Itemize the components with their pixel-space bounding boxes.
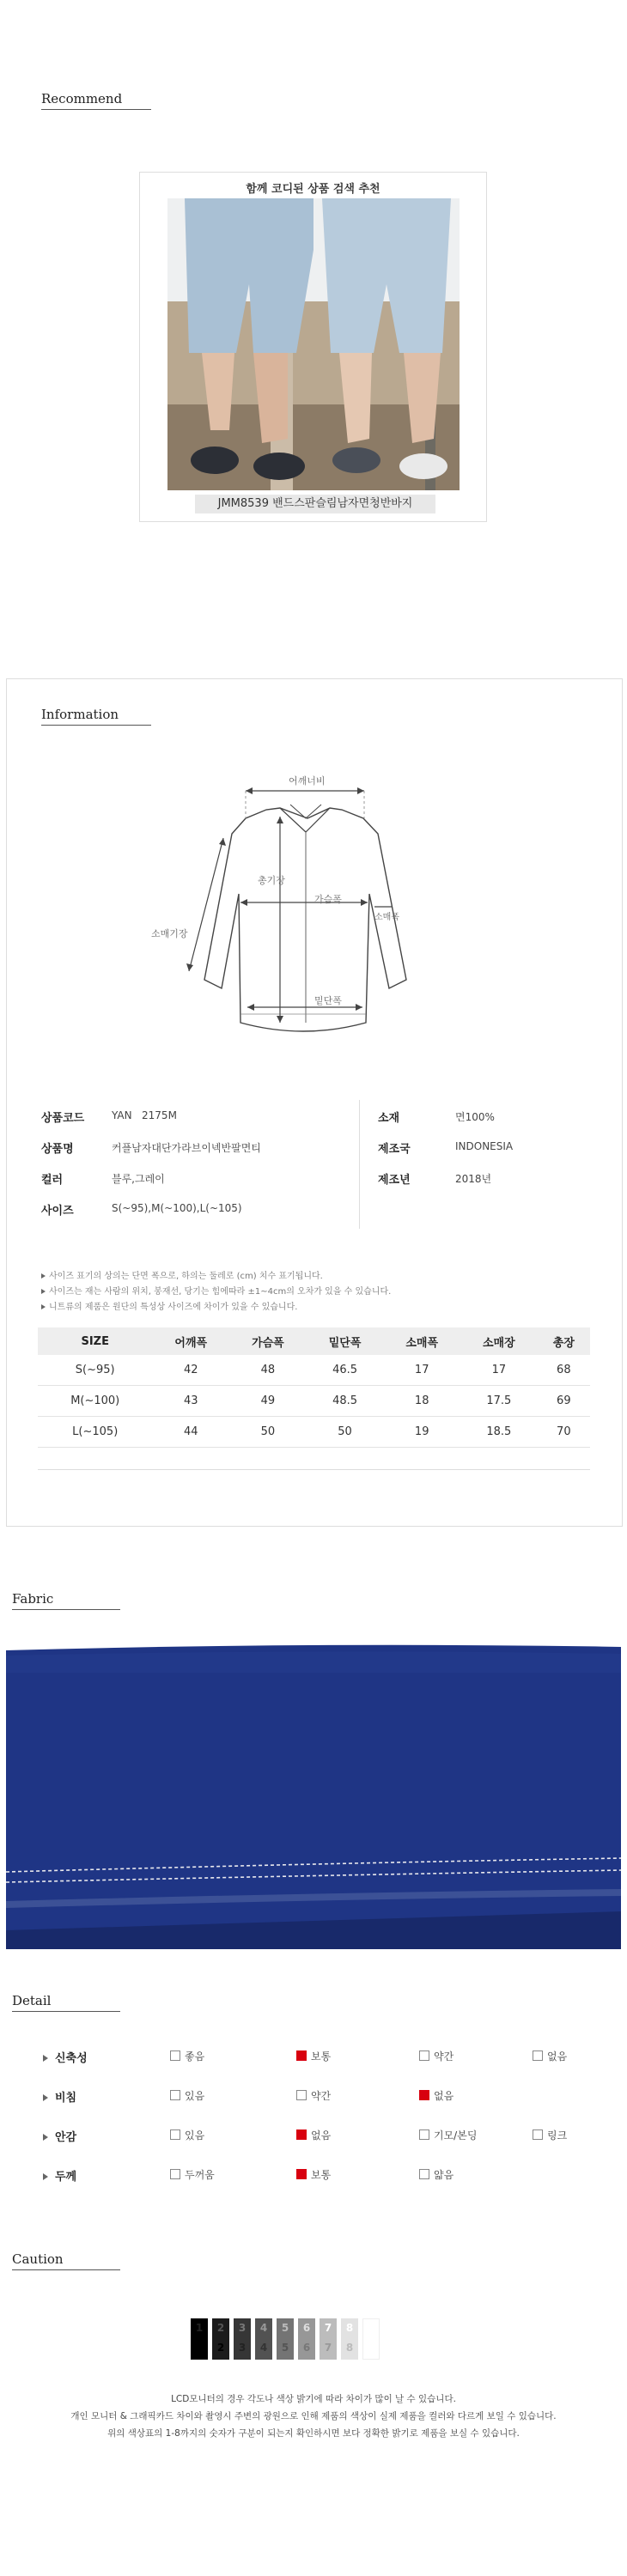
caution-line-1: LCD모니터의 경우 각도나 색상 밝기에 따라 차이가 많이 날 수 있습니다. bbox=[171, 2394, 456, 2404]
info-value-country: INDONESIA bbox=[455, 1140, 514, 1152]
table-bottom-divider bbox=[38, 1469, 590, 1470]
size-table-header-cell: 어깨폭 bbox=[152, 1327, 229, 1355]
table-cell: M(~100) bbox=[38, 1386, 152, 1417]
detail-option-label: 없음 bbox=[547, 2050, 568, 2063]
detail-option-label: 있음 bbox=[185, 2129, 205, 2142]
table-cell: 18 bbox=[383, 1386, 460, 1417]
size-table-header-cell: 밑단폭 bbox=[307, 1327, 384, 1355]
swatch-top-label: 2 bbox=[216, 2322, 225, 2334]
detail-option[interactable] bbox=[170, 2088, 204, 2103]
detail-option[interactable] bbox=[533, 2128, 567, 2142]
table-cell: 50 bbox=[229, 1417, 307, 1448]
table-row bbox=[38, 1417, 590, 1448]
information-title-underline bbox=[41, 725, 151, 726]
swatch-top-label: 5 bbox=[281, 2322, 289, 2334]
recommend-card[interactable] bbox=[139, 172, 487, 522]
detail-option[interactable] bbox=[419, 2088, 454, 2103]
table-cell: S(~95) bbox=[38, 1355, 152, 1386]
detail-option-label: 두꺼움 bbox=[185, 2169, 215, 2181]
table-cell: 68 bbox=[538, 1355, 590, 1386]
swatch bbox=[341, 2318, 358, 2360]
detail-option-label: 약간 bbox=[434, 2050, 454, 2063]
caution-title: Caution bbox=[12, 2251, 64, 2267]
info-label-name: 상품명 bbox=[41, 1143, 74, 1156]
diagram-label-length: 총기장 bbox=[258, 875, 285, 886]
swatch bbox=[234, 2318, 251, 2360]
detail-option[interactable] bbox=[296, 2128, 331, 2142]
detail-option[interactable] bbox=[533, 2049, 567, 2063]
detail-title-underline bbox=[12, 2011, 120, 2012]
information-panel bbox=[6, 678, 623, 1527]
detail-row-thickness bbox=[0, 2167, 627, 2184]
size-table-header-cell: 총장 bbox=[538, 1327, 590, 1355]
detail-option-label: 기모/본딩 bbox=[434, 2129, 478, 2142]
bullet-triangle-icon bbox=[43, 2173, 48, 2180]
size-table-header-cell: SIZE bbox=[38, 1327, 152, 1355]
size-table bbox=[38, 1327, 590, 1448]
detail-title: Detail bbox=[12, 1993, 52, 2008]
table-cell: 49 bbox=[229, 1386, 307, 1417]
checkbox-icon[interactable] bbox=[419, 2050, 429, 2061]
recommend-title: Recommend bbox=[41, 91, 123, 106]
info-value-color: 블루,그레이 bbox=[112, 1173, 165, 1185]
detail-option[interactable] bbox=[170, 2049, 204, 2063]
info-divider bbox=[359, 1100, 360, 1229]
size-note-3-text: 니트류의 제품은 원단의 특성상 사이즈에 차이가 있을 수 있습니다. bbox=[49, 1303, 298, 1312]
info-value-year: 2018년 bbox=[455, 1173, 492, 1185]
info-value-name: 커플남자대단가라브이넥반팔면티 bbox=[112, 1142, 261, 1154]
recommend-product-name[interactable]: JMM8539 밴드스판슬림남자면청반바지 bbox=[195, 495, 435, 513]
size-note-1 bbox=[41, 1268, 323, 1281]
swatch-bottom-label: 7 bbox=[324, 2342, 332, 2354]
detail-label-stretch bbox=[43, 2049, 88, 2065]
diagram-label-hem: 밑단폭 bbox=[314, 995, 342, 1006]
size-note-2-text: 사이즈는 재는 사람의 위치, 봉재선, 당기는 힘에따라 ±1~4cm의 오차가 있을 수 있습니다. bbox=[49, 1287, 392, 1297]
fabric-closeup-photo bbox=[6, 1638, 621, 1949]
swatch-top-label: 7 bbox=[324, 2322, 332, 2334]
checkbox-checked-icon[interactable] bbox=[296, 2129, 307, 2140]
swatch bbox=[362, 2318, 380, 2360]
table-cell: 69 bbox=[538, 1386, 590, 1417]
info-value-size: S(~95),M(~100),L(~105) bbox=[112, 1202, 242, 1214]
swatch bbox=[191, 2318, 208, 2360]
swatch-bottom-label: 6 bbox=[302, 2342, 311, 2354]
table-row bbox=[38, 1386, 590, 1417]
checkbox-icon[interactable] bbox=[296, 2090, 307, 2100]
detail-label-text: 비침 bbox=[55, 2092, 77, 2105]
checkbox-icon[interactable] bbox=[419, 2169, 429, 2179]
detail-option-label: 없음 bbox=[434, 2090, 454, 2102]
detail-option[interactable] bbox=[419, 2167, 454, 2182]
table-cell: 48 bbox=[229, 1355, 307, 1386]
detail-option[interactable] bbox=[296, 2088, 331, 2103]
checkbox-icon[interactable] bbox=[533, 2050, 543, 2061]
info-label-country: 제조국 bbox=[378, 1143, 411, 1156]
detail-option-label: 있음 bbox=[185, 2090, 205, 2102]
swatch-top-label: 1 bbox=[195, 2322, 204, 2334]
checkbox-icon[interactable] bbox=[419, 2129, 429, 2140]
detail-label-text: 두께 bbox=[55, 2171, 77, 2184]
detail-option-label: 링크 bbox=[547, 2129, 568, 2142]
caution-line-3: 위의 색상표의 1-8까지의 숫자가 구분이 되는지 확인하시면 보다 정확한 밝기로 제품을 보실 수 있습니다. bbox=[107, 2428, 520, 2439]
fabric-title: Fabric bbox=[12, 1591, 54, 1607]
caution-title-underline bbox=[12, 2269, 120, 2270]
bullet-triangle-icon bbox=[41, 1289, 46, 1294]
info-value-material: 면100% bbox=[455, 1111, 495, 1123]
detail-row-lining bbox=[0, 2128, 627, 2145]
detail-row-sheer bbox=[0, 2088, 627, 2105]
checkbox-checked-icon[interactable] bbox=[296, 2169, 307, 2179]
info-value-code: YAN 2175M bbox=[112, 1109, 177, 1121]
diagram-label-shoulder: 어깨너비 bbox=[289, 775, 326, 787]
swatch bbox=[298, 2318, 315, 2360]
detail-option[interactable] bbox=[296, 2167, 331, 2182]
checkbox-icon[interactable] bbox=[533, 2129, 543, 2140]
recommend-title-underline bbox=[41, 109, 151, 110]
swatch-bottom-label: 8 bbox=[345, 2342, 354, 2354]
size-note-2 bbox=[41, 1284, 391, 1297]
size-table-header bbox=[38, 1327, 590, 1355]
detail-row-stretch bbox=[0, 2049, 627, 2066]
swatch bbox=[277, 2318, 294, 2360]
table-cell: 19 bbox=[383, 1417, 460, 1448]
table-cell: 43 bbox=[152, 1386, 229, 1417]
info-label-material: 소재 bbox=[378, 1112, 400, 1125]
detail-option[interactable] bbox=[419, 2128, 477, 2142]
bullet-triangle-icon bbox=[41, 1273, 46, 1279]
table-cell: L(~105) bbox=[38, 1417, 152, 1448]
table-cell: 17 bbox=[383, 1355, 460, 1386]
recommend-caption: 함께 코디된 상품 검색 추천 bbox=[246, 183, 380, 196]
checkbox-checked-icon[interactable] bbox=[296, 2050, 307, 2061]
bullet-triangle-icon bbox=[43, 2055, 48, 2062]
swatch-top-label: 8 bbox=[345, 2322, 354, 2334]
size-table-header-cell: 소매폭 bbox=[383, 1327, 460, 1355]
swatch-bottom-label: 1 bbox=[195, 2342, 204, 2354]
table-cell: 50 bbox=[307, 1417, 384, 1448]
detail-option-label: 없음 bbox=[311, 2129, 332, 2142]
detail-option-label: 약간 bbox=[311, 2090, 332, 2102]
checkbox-checked-icon[interactable] bbox=[419, 2090, 429, 2100]
detail-label-text: 신축성 bbox=[55, 2052, 88, 2065]
checkbox-icon[interactable] bbox=[170, 2090, 180, 2100]
detail-option[interactable] bbox=[419, 2049, 454, 2063]
swatch bbox=[255, 2318, 272, 2360]
diagram-label-chest: 가슴폭 bbox=[314, 894, 342, 905]
detail-option-label: 보통 bbox=[311, 2169, 332, 2181]
detail-label-sheer bbox=[43, 2088, 76, 2105]
bullet-triangle-icon bbox=[43, 2094, 48, 2101]
swatch-top-label: 3 bbox=[238, 2322, 247, 2334]
swatch-top-label: 6 bbox=[302, 2322, 311, 2334]
diagram-label-sleeve-length: 소매기장 bbox=[151, 928, 188, 939]
brightness-swatch-strip bbox=[191, 2318, 440, 2360]
size-table-header-cell: 소매장 bbox=[460, 1327, 538, 1355]
table-cell: 18.5 bbox=[460, 1417, 538, 1448]
swatch-bottom-label: 2 bbox=[216, 2342, 225, 2354]
checkbox-icon[interactable] bbox=[170, 2129, 180, 2140]
bullet-triangle-icon bbox=[41, 1304, 46, 1309]
size-note-1-text: 사이즈 표기의 상의는 단면 폭으로, 하의는 둘레로 (cm) 치수 표기됩니다. bbox=[49, 1272, 323, 1281]
information-title: Information bbox=[41, 707, 119, 722]
swatch bbox=[320, 2318, 337, 2360]
table-cell: 70 bbox=[538, 1417, 590, 1448]
table-cell: 46.5 bbox=[307, 1355, 384, 1386]
table-cell: 42 bbox=[152, 1355, 229, 1386]
swatch-top-label: 4 bbox=[259, 2322, 268, 2334]
fabric-title-underline bbox=[12, 1609, 120, 1610]
detail-option-label: 얇음 bbox=[434, 2169, 454, 2181]
swatch bbox=[212, 2318, 229, 2360]
garment-size-diagram bbox=[151, 765, 454, 1048]
table-row bbox=[38, 1355, 590, 1386]
detail-option-label: 보통 bbox=[311, 2050, 332, 2063]
info-label-code: 상품코드 bbox=[41, 1112, 85, 1125]
recommend-product-photo[interactable] bbox=[167, 198, 460, 490]
bullet-triangle-icon bbox=[43, 2134, 48, 2141]
detail-label-lining bbox=[43, 2128, 76, 2144]
table-cell: 48.5 bbox=[307, 1386, 384, 1417]
table-cell: 17 bbox=[460, 1355, 538, 1386]
checkbox-icon[interactable] bbox=[170, 2050, 180, 2061]
swatch-bottom-label: 3 bbox=[238, 2342, 247, 2354]
size-table-header-cell: 가슴폭 bbox=[229, 1327, 307, 1355]
info-label-size: 사이즈 bbox=[41, 1205, 74, 1218]
table-cell: 17.5 bbox=[460, 1386, 538, 1417]
caution-line-2: 개인 모니터 & 그래픽카드 차이와 촬영시 주변의 광원으로 인해 제품의 색상이 실제 제품을 컬러와 다르게 보일 수 있습니다. bbox=[70, 2411, 557, 2421]
detail-label-thickness bbox=[43, 2167, 76, 2184]
detail-label-text: 안감 bbox=[55, 2131, 77, 2144]
detail-option[interactable] bbox=[170, 2167, 215, 2182]
info-label-color: 컬러 bbox=[41, 1174, 64, 1187]
table-cell: 44 bbox=[152, 1417, 229, 1448]
checkbox-icon[interactable] bbox=[170, 2169, 180, 2179]
diagram-label-sleeve-width: 소매폭 bbox=[374, 913, 399, 922]
info-label-year: 제조년 bbox=[378, 1174, 411, 1187]
detail-option[interactable] bbox=[170, 2128, 204, 2142]
detail-option[interactable] bbox=[296, 2049, 331, 2063]
size-note-3 bbox=[41, 1299, 297, 1312]
swatch-bottom-label: 4 bbox=[259, 2342, 268, 2354]
swatch-bottom-label: 5 bbox=[281, 2342, 289, 2354]
detail-option-label: 좋음 bbox=[185, 2050, 205, 2063]
